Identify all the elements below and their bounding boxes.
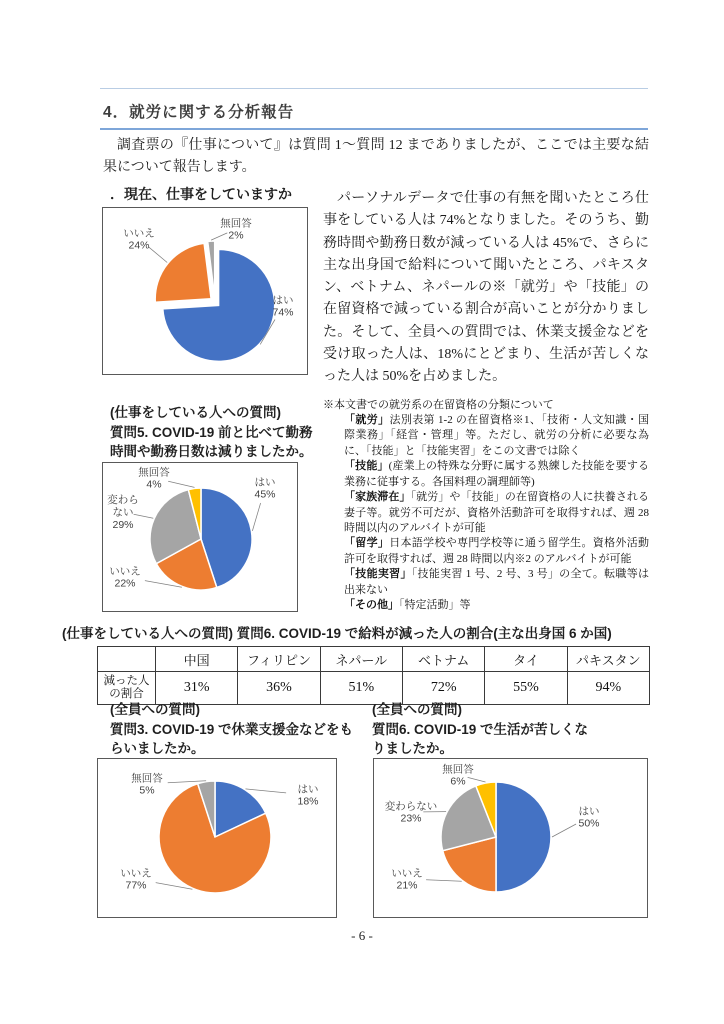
header-rule bbox=[100, 88, 648, 89]
pie-chart-reduced-hours bbox=[102, 462, 298, 612]
note-item-desc: 法別表第 1-2 の在留資格※1、「技術・人文知識・国際業務」「経営・管理」等。ただし、就労の分析に必要な為に、「技能」と「技能実習」をこの文書では除く bbox=[344, 414, 650, 457]
salary-reduction-table bbox=[97, 646, 650, 705]
table-row-header: 減った人の割合 bbox=[98, 672, 156, 705]
chart3-heading bbox=[110, 700, 358, 759]
note-item-2 bbox=[344, 490, 649, 536]
chart3-heading-line2: 質問3. COVID-19 で休業支援金などをもらいましたか。 bbox=[110, 721, 354, 756]
note-item-desc: 「技能実習 1 号、2 号、3 号」の全て。転職等は出来ない bbox=[344, 568, 650, 596]
note-item-desc: (産業上の特殊な分野に属する熟練した技能を要する業務に従事する。各国料理の調理師等) bbox=[344, 460, 650, 488]
chart2-heading-line2: 質問5. COVID-19 前と比べて勤務時間や勤務日数は減りましたか。 bbox=[110, 424, 313, 459]
pie-leader-line bbox=[426, 880, 462, 881]
chart2-heading bbox=[110, 403, 326, 462]
table-value-cell: 51% bbox=[320, 672, 402, 705]
salary-table-title: (仕事をしている人への質問) 質問6. COVID-19 で給料が減った人の割合(主な出身国 6 か国) bbox=[62, 626, 612, 641]
chart4-heading-line1: (全員への質問) bbox=[372, 702, 462, 717]
analysis-text-column bbox=[323, 188, 649, 613]
note-title: ※本文書での就労系の在留資格の分類について bbox=[323, 398, 554, 411]
table-country-header: ネパール bbox=[320, 647, 402, 672]
note-item-desc: 「特定活動」等 bbox=[399, 598, 471, 611]
pie-svg bbox=[374, 759, 647, 917]
note-item-3 bbox=[344, 536, 649, 567]
heading-underline bbox=[100, 128, 648, 130]
table-value-cell: 72% bbox=[402, 672, 484, 705]
pie-slice-label-no-answer: 無回答 5% bbox=[131, 772, 163, 797]
pie-slice-label-yes: はい 74% bbox=[272, 294, 294, 319]
table-value-cell: 55% bbox=[485, 672, 567, 705]
intro-paragraph: 調査票の『仕事について』は質問 1～質問 12 までありましたが、ここでは主要な結果について報告します。 bbox=[103, 138, 649, 175]
pie-svg bbox=[103, 463, 297, 611]
pie-slice-label-yes: はい 50% bbox=[578, 805, 600, 830]
note-items bbox=[323, 413, 649, 613]
pie-chart-current-job bbox=[102, 207, 308, 375]
pie-leader-line bbox=[468, 777, 486, 782]
pie-leader-line bbox=[252, 503, 260, 531]
pie-slice-no bbox=[155, 243, 211, 302]
table-country-header: ベトナム bbox=[402, 647, 484, 672]
table-value-cell: 36% bbox=[238, 672, 320, 705]
pie-leader-line bbox=[168, 481, 194, 487]
pie-slice-label-no-answer: 無回答 6% bbox=[442, 763, 474, 788]
pie-slice-label-yes: はい 18% bbox=[297, 783, 319, 808]
pie-slice-label-no: いいえ 77% bbox=[120, 867, 152, 892]
pie-svg bbox=[103, 208, 307, 374]
pie-slice-label-unchanged: 変わらない 29% bbox=[107, 494, 139, 531]
table-value-cell: 94% bbox=[567, 672, 649, 705]
pie-leader-line bbox=[149, 247, 167, 262]
pie-slice-yes bbox=[496, 782, 551, 892]
table-country-header: 中国 bbox=[156, 647, 238, 672]
note-item-term: 「技能実習」 bbox=[344, 568, 412, 581]
note-item-term: 「その他」 bbox=[344, 598, 399, 611]
pie-slice-label-no: いいえ 24% bbox=[123, 227, 155, 252]
table-country-header: フィリピン bbox=[238, 647, 320, 672]
section-heading: 4．就労に関する分析報告 bbox=[103, 104, 295, 121]
note-item-4 bbox=[344, 567, 649, 598]
chart4-heading-line2: 質問6. COVID-19 で生活が苦しくなりましたか。 bbox=[372, 721, 589, 756]
pie-slice-label-no-answer: 無回答 4% bbox=[138, 466, 170, 491]
pie-leader-line bbox=[134, 514, 154, 518]
table-country-header: パキスタン bbox=[567, 647, 649, 672]
note-item-term: 「留学」 bbox=[344, 537, 390, 550]
pie-svg bbox=[98, 759, 336, 917]
note-item-term: 「技能」 bbox=[344, 460, 389, 473]
pie-slice-label-yes: はい 45% bbox=[254, 476, 276, 501]
note-item-1 bbox=[344, 459, 649, 490]
pie-chart-life-hardship bbox=[373, 758, 648, 918]
chart1-title: ．現在、仕事をしていますか bbox=[110, 186, 292, 202]
pie-leader-line bbox=[552, 824, 576, 837]
page-number: - 6 - bbox=[351, 928, 373, 943]
pie-slice-label-unchanged: 変わらない 23% bbox=[384, 800, 438, 825]
pie-slice-label-no-answer: 無回答 2% bbox=[220, 217, 252, 242]
note-item-5 bbox=[344, 598, 649, 613]
pie-slice-label-no: いいえ 22% bbox=[109, 565, 141, 590]
pie-chart-subsidy bbox=[97, 758, 337, 918]
analysis-paragraph: パーソナルデータで仕事の有無を聞いたところ仕事をしている人は 74%となりました。そのうち、勤務時間や勤務日数が減っている人は 45%で、さらに主な出身国で給料について聞いたところ、パキスタン、ベトナム、ネパールの※「就労」や「技能」の在留資格で減っている割合が高いことが分かりました。そして、全員への質問では、休業支援金などを受け取った人は、18%にとどまり、生活が苦しくなった人は 50%を占めました。 bbox=[323, 191, 649, 385]
chart2-heading-line1: (仕事をしている人への質問) bbox=[110, 405, 281, 420]
note-item-desc: 「就労」や「技能」の在留資格の人に扶養される妻子等。就労不可だが、資格外活動許可を取得すれば、週 28 時間以内のアルバイトが可能 bbox=[344, 491, 650, 534]
table-value-cell: 31% bbox=[156, 672, 238, 705]
note-item-desc: 日本語学校や専門学校等に通う留学生。資格外活動許可を取得すれば、週 28 時間以内※2 のアルバイトが可能 bbox=[344, 537, 650, 565]
chart4-heading bbox=[372, 700, 592, 759]
residency-status-note bbox=[323, 398, 649, 614]
pie-leader-line bbox=[211, 233, 227, 240]
table-country-header: タイ bbox=[485, 647, 567, 672]
note-item-term: 「家族滞在」 bbox=[344, 491, 411, 504]
note-item-0 bbox=[344, 413, 649, 459]
chart3-heading-line1: (全員への質問) bbox=[110, 702, 200, 717]
pie-leader-line bbox=[246, 789, 287, 793]
table-corner-cell bbox=[98, 647, 156, 672]
pie-slice-label-no: いいえ 21% bbox=[391, 867, 423, 892]
note-item-term: 「就労」 bbox=[344, 414, 390, 427]
